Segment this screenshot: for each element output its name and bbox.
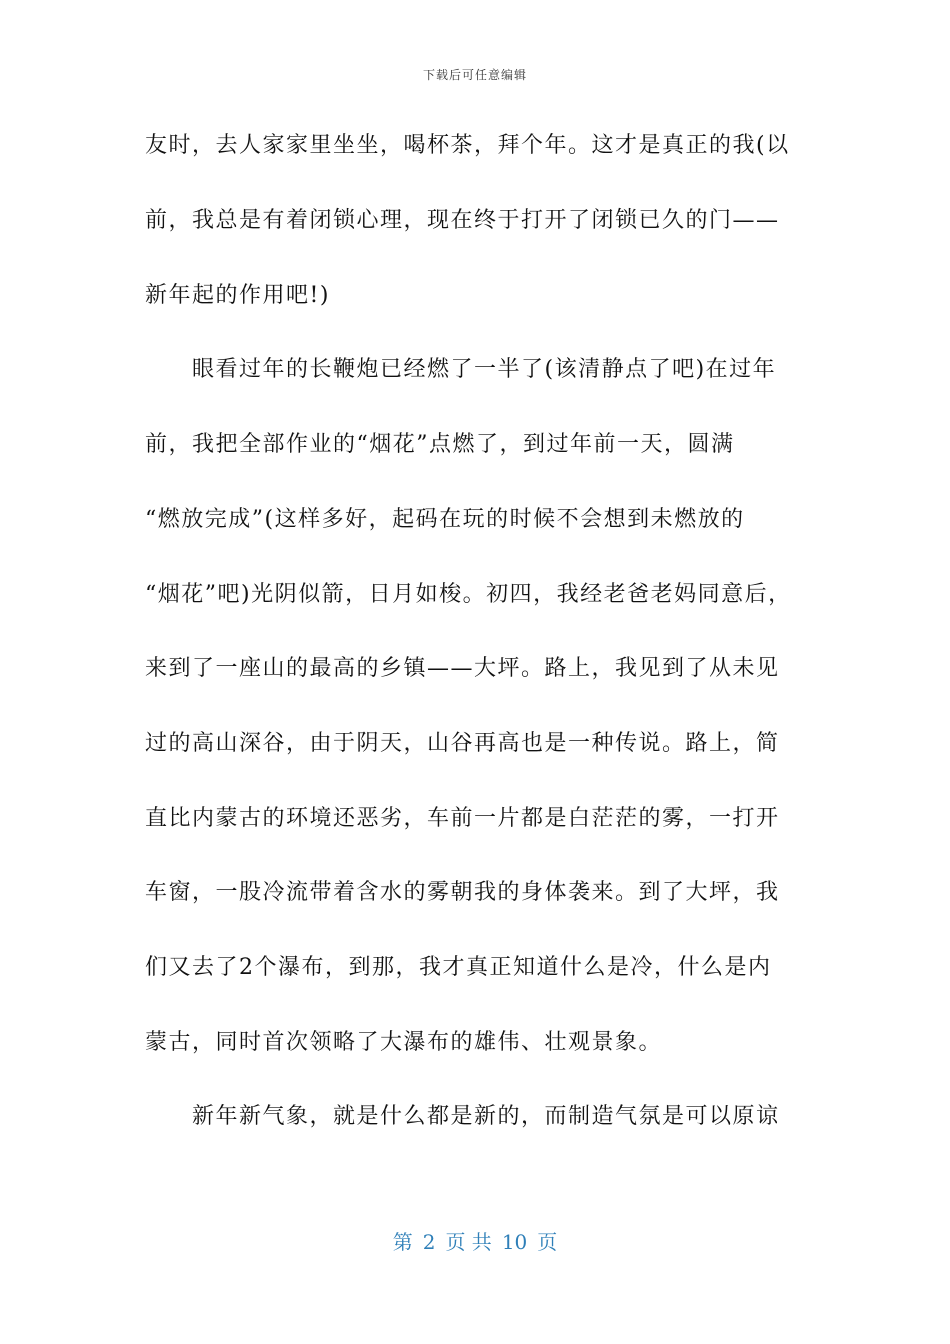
text-line: 前，我把全部作业的“烟花”点燃了，到过年前一天，圆满 [145,432,735,457]
text-line: 车窗，一股冷流带着含水的雾朝我的身体袭来。到了大坪，我 [145,880,780,905]
text-line: 们又去了2个瀑布，到那，我才真正知道什么是冷，什么是内 [145,955,772,980]
text-line: 新年新气象，就是什么都是新的，而制造气氛是可以原谅 [145,1104,780,1129]
text-line: 直比内蒙古的环境还恶劣，车前一片都是白茫茫的雾，一打开 [145,806,780,831]
text-line: 来到了一座山的最高的乡镇——大坪。路上，我见到了从未见 [145,656,780,681]
footer-prefix: 第 [392,1230,413,1254]
footer-suffix: 页 [537,1230,558,1254]
text-line: “燃放完成”(这样多好，起码在玩的时候不会想到未燃放的 [145,507,745,532]
text-line: 新年起的作用吧!) [145,283,330,308]
text-line: 眼看过年的长鞭炮已经燃了一半了(该清静点了吧)在过年 [145,357,777,382]
text-line: “烟花”吧)光阴似箭，日月如梭。初四，我经老爸老妈同意后， [145,582,792,607]
text-line: 前，我总是有着闭锁心理，现在终于打开了闭锁已久的门—— [145,208,780,233]
footer-total-pages: 10 [501,1230,528,1254]
footer-page-number: 2 [422,1230,436,1254]
footer-middle: 页 共 [445,1230,492,1254]
text-line: 过的高山深谷，由于阴天，山谷再高也是一种传说。路上，简 [145,731,780,756]
text-line: 蒙古，同时首次领略了大瀑布的雄伟、壮观景象。 [145,1030,663,1055]
page-header: 下载后可任意编辑 [422,68,527,82]
page-footer [0,1226,950,1255]
text-line: 友时，去人家家里坐坐，喝杯茶，拜个年。这才是真正的我(以 [145,133,790,158]
